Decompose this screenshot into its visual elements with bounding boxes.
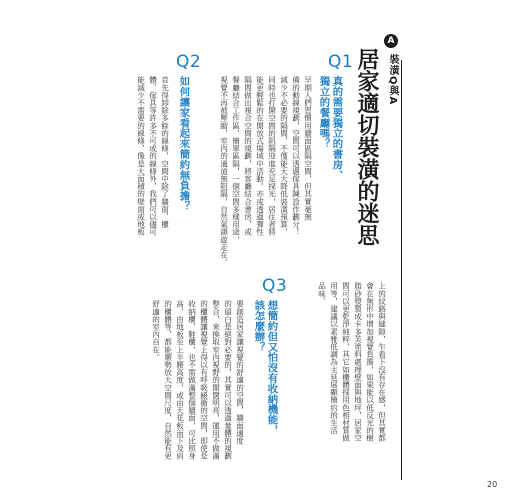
chapter-letter-badge: A	[384, 34, 398, 48]
q2-body-line: 首先得卸除多餘的線條，空間中除了牆面、櫃	[160, 76, 170, 228]
chapter-tab	[383, 34, 401, 126]
chapter-tab-label: 裝潢Q與A	[387, 54, 398, 106]
q2-label: Q2	[176, 52, 202, 72]
q3-title-line-2: 該怎麼辦？	[252, 300, 265, 352]
q1-body-line: 減少不必要的隔間，不僅能大大降低裝潢預算，	[279, 76, 289, 236]
q1-title-line-1: 真的需要獨立的書房、	[330, 76, 343, 180]
continuation-line: 用等，建議以素雅低調為主延展顯簡約的生活	[329, 282, 339, 434]
page-title: 居家適切裝潢的迷思	[354, 48, 380, 246]
q2-body-line: 能減少不需要的線條，像是大面積的壁面或地板	[136, 76, 146, 236]
page-number: 20	[487, 480, 498, 489]
q3-body-line: 要創造居家讓視覺的舒適的空間，牆面適度	[235, 300, 245, 445]
q3-body-line: 整合，來換取室內視野的開闊明亮，運用不做滿	[211, 300, 221, 460]
q1-body-line: 餐廳結合工作區，簡單區隔，一個空間多樣用途，	[231, 76, 241, 244]
q1-body-line: 能更輕鬆的在開放式場域中活動。亦或透過彈性	[255, 76, 265, 236]
q3-label: Q3	[262, 276, 288, 296]
q3-body-line: 高，由地板至上半腰高度，或由天花板而下及肩	[175, 300, 185, 460]
q1-body-line: 視覺不再被壓縮，室內的通道無阻隔，自然氣韻遊走在。	[219, 76, 229, 266]
q3-title-line-1: 想簡約但又怕沒有收納機能，	[265, 300, 278, 436]
continuation-line: 會在無形中增加視覺負擔，如果能以低反光的樹	[365, 282, 375, 442]
q3-body-line: 的櫃體等，都能順勢放大空間尺度，自然能有更	[163, 300, 173, 460]
q1-label: Q1	[328, 52, 354, 72]
q3-body-line: 舒適的室內自在。	[151, 300, 161, 361]
q1-title-line-2: 獨立的餐廳嗎？	[317, 76, 330, 149]
q3-body-line: 收納櫃、鞋櫃，也不需做滿整個牆面，可比照身	[187, 300, 197, 460]
q1-body-line: 早期人們習慣用牆面區隔空間，但其實毫無	[303, 76, 313, 221]
q3-body-line: 的櫃體讓視覺上得以有呼吸緩衝的空間，即使是	[199, 300, 209, 460]
chapter-divider-line	[401, 60, 402, 480]
q2-body-line: 體、傢具等許多不可或的線條外，我們可以儘可	[148, 76, 158, 236]
q1-body-line: 同時也打開空間的阻隔迎進充足採光，居住者將	[267, 76, 277, 236]
continuation-line: 脂砂漿製成卡多芙塗料處理壁面與地坪，居家空	[353, 282, 363, 442]
continuation-line: 上的紋路與縫隙，乍看下沒有存在感，但其實都	[377, 282, 387, 442]
continuation-line: 間可以更乾淨純粹，其它如櫃體採用色相材質做	[341, 282, 351, 442]
continuation-line: 品味。	[317, 282, 327, 305]
q1-body-line: 備的動線規劃，空間可以透過傢具陳設作劃分！	[291, 76, 301, 236]
q2-title-line-1: 如何讓家看起來簡約無負擔？	[177, 76, 190, 212]
q3-body-line: 的留白是絕對必要的，其實可以透過量體的規劃	[223, 300, 233, 460]
q1-body-line: 隔間做出複合空間的規劃，將客廳結合書房，或	[243, 76, 253, 236]
